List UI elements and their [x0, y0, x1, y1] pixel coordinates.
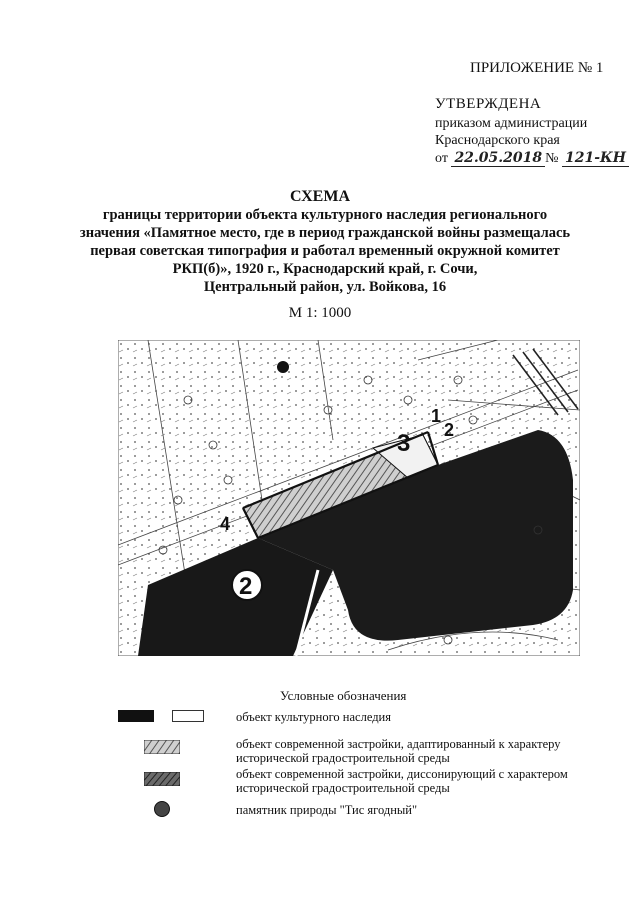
- legend-swatch-dissonant: [144, 772, 180, 786]
- point-3-label: 3: [397, 430, 411, 457]
- legend-text-adapted-line: объект современной застройки, адаптированный к характеру: [236, 737, 561, 751]
- legend-swatch-heritage-outline: [172, 710, 204, 722]
- legend-text-nature-monument: памятник природы "Тис ягодный": [236, 803, 418, 817]
- zone-2-label: 2: [239, 573, 253, 600]
- site-plan-map: [118, 340, 580, 656]
- document-subtitle: [60, 206, 590, 296]
- order-number: 121-КН: [562, 150, 629, 167]
- subtitle-line: Центральный район, ул. Войкова, 16: [203, 279, 447, 295]
- number-label: №: [545, 151, 559, 166]
- legend-title: Условные обозначения: [280, 688, 407, 703]
- legend-text-adapted: [236, 737, 560, 765]
- subtitle-line: первая советская типография и работал временный окружной комитет: [90, 243, 560, 259]
- legend-text-heritage: объект культурного наследия: [236, 710, 391, 724]
- document-title: СХЕМА: [289, 188, 351, 205]
- approved-label: УТВЕРЖДЕНА: [435, 96, 542, 112]
- legend-swatch-heritage-dark: [118, 710, 154, 722]
- point-2-label: 2: [444, 420, 455, 440]
- legend-text-dissonant-line: объект современной застройки, диссонирующий с характером: [236, 767, 568, 781]
- legend-text-dissonant: [236, 767, 568, 795]
- legend-text-dissonant-line: исторической градостроительной среды: [236, 781, 450, 795]
- legend-swatch-adapted: [144, 740, 180, 754]
- legend-text-adapted-line: исторической градостроительной среды: [236, 751, 450, 765]
- approved-by-line-1: приказом администрации: [435, 116, 588, 131]
- appendix-label: ПРИЛОЖЕНИЕ № 1: [470, 60, 604, 76]
- order-date-line: [435, 150, 629, 167]
- from-label: от: [435, 151, 448, 166]
- point-1-label: 1: [431, 406, 442, 426]
- map-scale: М 1: 1000: [288, 305, 352, 321]
- point-4-label: 4: [220, 514, 231, 534]
- subtitle-line: значения «Памятное место, где в период гражданской войны размещалась: [79, 225, 571, 241]
- approved-by-line-2: Краснодарского края: [435, 133, 560, 148]
- order-date: 22.05.2018: [451, 150, 545, 167]
- legend-swatch-nature-monument: [154, 801, 170, 817]
- nature-monument-marker: [277, 361, 289, 373]
- subtitle-line: границы территории объекта культурного наследия регионального: [102, 207, 548, 223]
- subtitle-line: РКП(б)», 1920 г., Краснодарский край, г. Сочи,: [172, 261, 478, 277]
